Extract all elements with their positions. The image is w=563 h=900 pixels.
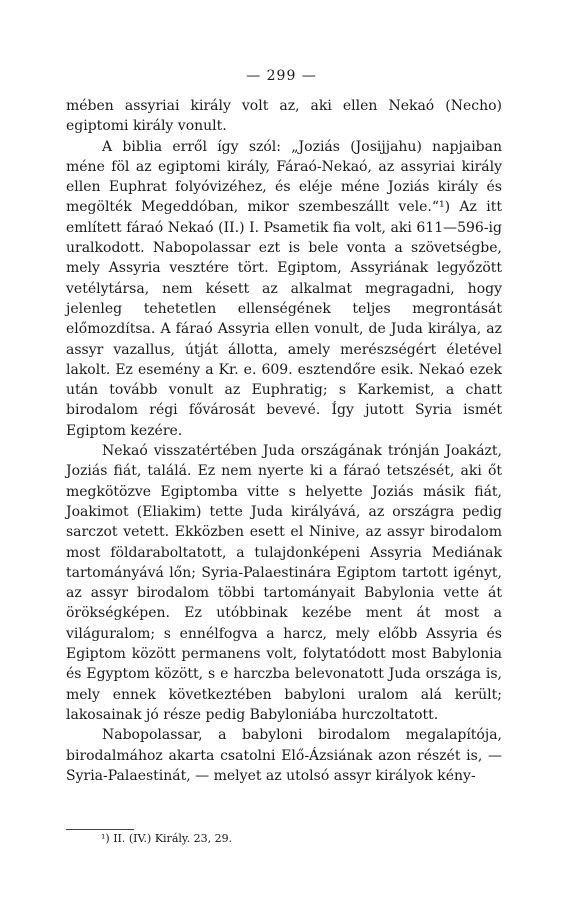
body-text bbox=[66, 96, 502, 786]
paragraph: Nabopolassar, a babyloni birodalom megalapítója, birodalmához akarta csatolni Elő-Ázsiának azon részét is, — Syria-Palaestinát, — melyet az utolsó assyr királyok kény- bbox=[66, 727, 502, 784]
footnote-divider bbox=[66, 829, 134, 830]
page-number: — 299 — bbox=[246, 68, 317, 84]
footnote: ¹) II. (IV.) Király. 23, 29. bbox=[101, 832, 233, 845]
paragraph: A biblia erről így szól: „Joziás (Josijjahu) napjaiban méne föl az egiptomi király, Fáraó-Nekaó, az assyriai király ellen Euphrat folyóvizéhez, és eléje méne Joziás király és megölték Megeddóban, mikor szembeszállt vele.“¹) Az itt említett fáraó Nekaó (II.) I. Psametik fia volt, aki 611—596-ig uralkodott. Nabopolassar ezt is bele vonta a szövetségbe, mely Assyria vesztére tört. Egiptom, Assyriának legyőzött vetélytársa, nem késett az alkalmat megragadni, hogy jelenleg tehetetlen ellenségének teljes megrontását előmozdítsa. A fáraó Assyria ellen vonult, de Juda királya, az assyr vazallus, útját állotta, amely merészségért életével lakolt. Ez esemény a Kr. e. 609. esztendőre esik. Nekaó ezek után tovább vonult az Euphratig; s Karkemist, a chatt birodalom régi fővárosát bevevé. Így jutott Syria ismét Egiptom kezére. bbox=[66, 138, 502, 439]
paragraph: mében assyriai király volt az, aki ellen Nekaó (Necho) egiptomi király vonult. bbox=[66, 98, 502, 135]
paragraph: Nekaó visszatértében Juda országának trónján Joakázt, Joziás fiát, találá. Ez nem nyerte ki a fáraó tetszését, aki őt megkötözve Egiptomba vitte s helyette Joziás másik fiát, Joakimot (Eliakim) tette Juda királyává, az országra pedig sarczot vetett. Ekközben esett el Ninive, az assyr birodalom most földaraboltatott, a tulajdonképeni Assyria Mediának tartományává lőn; Syria-Palaestinára Egiptom tartott igényt, az assyr birodalom többi tartományait Babylonia vette át örökségképen. Ez utóbbinak kezébe ment át most a világuralom; s ennélfogva a harcz, mely előbb Assyria és Egiptom között permanens volt, folytatódott most Babylonia és Egyptom között, s e harczba belevonatott Juda országa is, mely ennek következtében babyloni uralom alá került; lakosainak jó része pedig Babyloniába hurczoltatott. bbox=[66, 443, 502, 723]
